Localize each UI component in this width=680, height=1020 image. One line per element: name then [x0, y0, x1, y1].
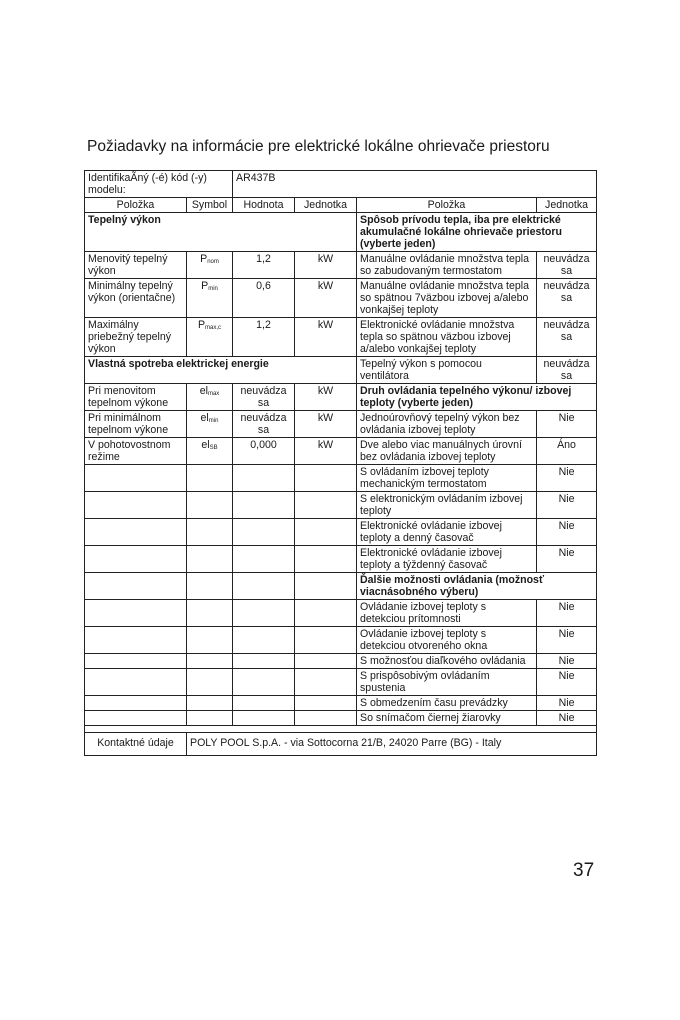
row-right-label: Manuálne ovládanie množstva tepla so spätnou 7väzbou izbovej a/alebo vonkajšej teploty: [357, 279, 537, 318]
table-row: [85, 213, 597, 252]
row-right-value: neuvádza sa: [537, 357, 597, 384]
row-right-label: S elektronickým ovládaním izbovej teploty: [357, 492, 537, 519]
table-row: [85, 519, 597, 546]
row-value: 0,000: [233, 438, 295, 465]
row-right-value: neuvádza sa: [537, 252, 597, 279]
row-unit: kW: [295, 252, 357, 279]
row-label: Menovitý tepelný výkon: [85, 252, 187, 279]
row-right-label: Jednoúrovňový tepelný výkon bez ovládania izbovej teploty: [357, 411, 537, 438]
row-unit: kW: [295, 279, 357, 318]
row-unit: kW: [295, 384, 357, 411]
row-unit: kW: [295, 411, 357, 438]
row-symbol: elSB: [187, 438, 233, 465]
row-right-value: Nie: [537, 492, 597, 519]
header-symbol: Symbol: [187, 198, 233, 213]
row-label: V pohotovostnom režime: [85, 438, 187, 465]
model-label: IdentifikaÃný (-é) kód (-y) modelu:: [85, 171, 233, 198]
row-label: Pri minimálnom tepelnom výkone: [85, 411, 187, 438]
row-right-value: neuvádza sa: [537, 318, 597, 357]
row-right-value: Nie: [537, 411, 597, 438]
row-value: 1,2: [233, 252, 295, 279]
row-right-value: Nie: [537, 465, 597, 492]
row-right-label: Manuálne ovládanie množstva tepla so zabudovaným termostatom: [357, 252, 537, 279]
row-value: 0,6: [233, 279, 295, 318]
page-title: Požiadavky na informácie pre elektrické lokálne ohrievače priestoru: [87, 138, 550, 155]
table-row: [85, 252, 597, 279]
row-label: Minimálny tepelný výkon (orientačne): [85, 279, 187, 318]
header-row: [85, 198, 597, 213]
row-label: Pri menovitom tepelnom výkone: [85, 384, 187, 411]
row-right-value: neuvádza sa: [537, 279, 597, 318]
row-unit: kW: [295, 438, 357, 465]
row-right-label: Elektronické ovládanie izbovej teploty a týždenný časovač: [357, 546, 537, 573]
row-right-label: So snímačom čiernej žiarovky: [357, 711, 537, 726]
page-number: 37: [573, 860, 595, 881]
table-row: [85, 669, 597, 696]
row-right-label: Elektronické ovládanie množstva tepla so spätnou väzbou izbovej a/alebo vonkajšej teploty: [357, 318, 537, 357]
row-symbol: Pmax,c: [187, 318, 233, 357]
row-symbol: Pnom: [187, 252, 233, 279]
row-right-label: S možnosťou diaľkového ovládania: [357, 654, 537, 669]
section-control-type: Druh ovládania tepelného výkonu/ izbovej teploty (vyberte jeden): [357, 384, 597, 411]
table-row: [85, 318, 597, 357]
contact-value: POLY POOL S.p.A. - via Sottocorna 21/B, 24020 Parre (BG) - Italy: [187, 733, 597, 756]
row-symbol: elmin: [187, 411, 233, 438]
table-row: [85, 411, 597, 438]
row-right-label: S prispôsobivým ovládaním spustenia: [357, 669, 537, 696]
table-row: [85, 546, 597, 573]
table-row: [85, 492, 597, 519]
row-right-value: Nie: [537, 600, 597, 627]
header-item: Položka: [85, 198, 187, 213]
row-right-value: Áno: [537, 438, 597, 465]
row-symbol: Pmin: [187, 279, 233, 318]
table-row: [85, 384, 597, 411]
table-row: [85, 573, 597, 600]
row-unit: kW: [295, 318, 357, 357]
section-aux-consumption: Vlastná spotreba elektrickej energie: [85, 357, 357, 384]
row-right-label: Elektronické ovládanie izbovej teploty a denný časovač: [357, 519, 537, 546]
row-value: 1,2: [233, 318, 295, 357]
row-right-label: Tepelný výkon s pomocou ventilátora: [357, 357, 537, 384]
row-value: neuvádza sa: [233, 411, 295, 438]
table-row: [85, 279, 597, 318]
section-heat-output: Tepelný výkon: [85, 213, 357, 252]
table-row: [85, 465, 597, 492]
row-right-value: Nie: [537, 627, 597, 654]
table-row: [85, 711, 597, 726]
header-value: Hodnota: [233, 198, 295, 213]
table-row: [85, 357, 597, 384]
header-right-unit: Jednotka: [537, 198, 597, 213]
row-right-value: Nie: [537, 696, 597, 711]
section-other-control: Ďalšie možnosti ovládania (možnosť viacnásobného výberu): [357, 573, 597, 600]
header-unit: Jednotka: [295, 198, 357, 213]
table-row: [85, 600, 597, 627]
table-row: [85, 696, 597, 711]
contact-label: Kontaktné údaje: [85, 733, 187, 756]
row-right-label: S ovládaním izbovej teploty mechanickým termostatom: [357, 465, 537, 492]
row-value: neuvádza sa: [233, 384, 295, 411]
row-right-label: Dve alebo viac manuálnych úrovní bez ovládania izbovej teploty: [357, 438, 537, 465]
model-value: AR437B: [233, 171, 597, 198]
row-right-label: Ovládanie izbovej teploty s detekciou otvoreného okna: [357, 627, 537, 654]
contact-row: [85, 733, 597, 756]
row-right-value: Nie: [537, 546, 597, 573]
row-symbol: elmax: [187, 384, 233, 411]
table-row: [85, 654, 597, 669]
table-row: [85, 438, 597, 465]
section-heat-input: Spôsob prívodu tepla, iba pre elektrické akumulačné lokálne ohrievače priestoru (vyberte jeden): [357, 213, 597, 252]
model-row: [85, 171, 597, 198]
table-row: [85, 627, 597, 654]
row-right-label: S obmedzením času prevádzky: [357, 696, 537, 711]
row-label: Maximálny priebežný tepelný výkon: [85, 318, 187, 357]
row-right-value: Nie: [537, 519, 597, 546]
row-right-value: Nie: [537, 669, 597, 696]
row-right-value: Nie: [537, 654, 597, 669]
header-right-item: Položka: [357, 198, 537, 213]
row-right-value: Nie: [537, 711, 597, 726]
row-right-label: Ovládanie izbovej teploty s detekciou prítomnosti: [357, 600, 537, 627]
product-info-table: [84, 170, 597, 756]
